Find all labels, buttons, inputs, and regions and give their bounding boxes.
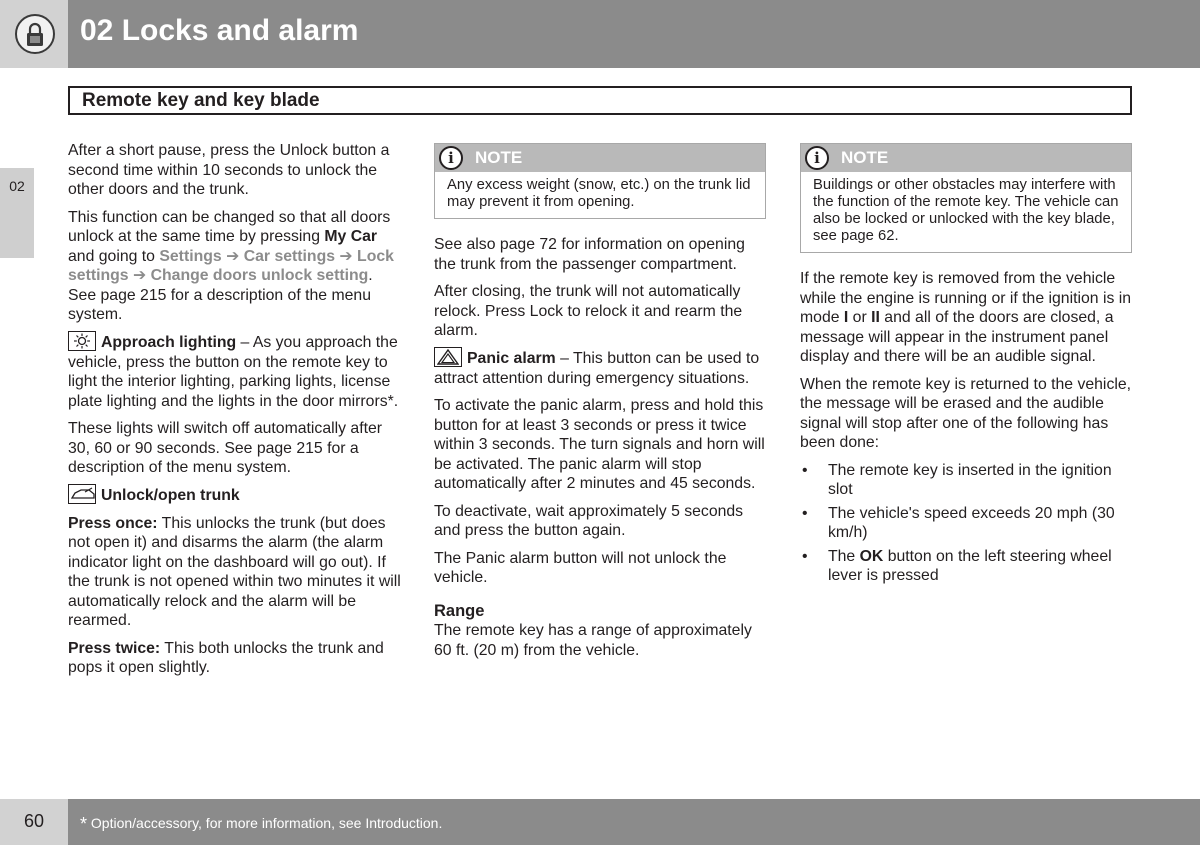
menu-settings: Settings [159,247,222,265]
paragraph-panic-alarm [434,349,766,389]
arrow-right-icon: ➔ [339,247,353,265]
footnote [80,814,442,835]
text: button on the left steering wheel lever is pressed [828,547,1112,584]
section-title: Remote key and key blade [82,90,320,111]
paragraph: These lights will switch off automatically after 30, 60 or 90 seconds. See page 215 for a description of the menu system. [68,420,383,476]
text: The remote key is inserted in the ignition slot [828,461,1112,498]
paragraph-press-once [68,514,404,631]
note-header [801,144,1131,172]
list-item [800,461,1132,500]
paragraph: The Panic alarm button will not unlock the vehicle. [434,549,727,586]
text: . See page 215 for a description of the menu system. [68,267,373,323]
bullet-list [800,461,1132,586]
paragraph: To activate the panic alarm, press and hold this button for at least 3 seconds or press it twice within 3 seconds. The turn signals and horn will be activated. The panic alarm will stop automatically after 2 minutes and 45 seconds. [434,397,765,492]
footnote-star: * [80,814,88,834]
note-text: Buildings or other obstacles may interfere with the function of the remote key. The vehicle can also be locked or unlocked with the key blade, see page 62. [813,177,1119,244]
note-box [434,143,766,219]
approach-light-icon [68,331,96,351]
info-icon: i [439,146,463,170]
chapter-header [0,0,1200,68]
press-twice-label: Press twice: [68,639,161,657]
hazard-triangle-icon [434,347,462,367]
note-text: Any excess weight (snow, etc.) on the trunk lid may prevent it from opening. [447,177,751,210]
chapter-icon-box [0,0,68,68]
list-item [800,547,1132,586]
chapter-title: 02 Locks and alarm [80,14,359,47]
press-once-label: Press once: [68,514,158,532]
paragraph: When the remote key is returned to the vehicle, the message will be erased and the audible signal will stop after one of the following has been done: [800,375,1132,451]
menu-car-settings: Car settings [243,247,336,265]
column-1 [68,141,404,686]
note-box [800,143,1132,253]
column-2 [434,141,766,668]
text: If the remote key is removed from the vehicle while the engine is running or if the ignition is in mode [800,270,1132,326]
menu-change-doors: Change doors unlock setting [150,267,369,284]
paragraph: See also page 72 for information on opening the trunk from the passenger compartment. [434,236,745,273]
panic-alarm-title: Panic alarm [467,349,556,367]
text: This function can be changed so that all doors unlock at the same time by pressing [68,208,391,245]
paragraph: After a short pause, press the Unlock button a second time within 10 seconds to unlock the other doors and the trunk. [68,142,390,198]
text: and going to [68,247,160,265]
text: – This button can be used to attract attention during emergency situations. [434,349,760,387]
ok-button-label: OK [859,547,884,565]
bullet-icon: • [802,504,808,522]
footnote-text: Option/accessory, for more information, see Introduction. [87,815,443,831]
text: This both unlocks the trunk and pops it open slightly. [68,639,384,676]
paragraph: After closing, the trunk will not automatically relock. Press Lock to relock it and rearm the alarm. [434,283,743,339]
paragraph-unlock-trunk-title [68,486,404,506]
paragraph-approach-lighting [68,333,404,412]
approach-lighting-title: Approach lighting [101,333,237,351]
text: The [828,547,860,565]
arrow-right-icon: ➔ [132,267,147,284]
section-title-box [68,86,1132,115]
note-label: NOTE [475,148,523,167]
range-heading: Range [434,601,485,620]
page-number: 60 [23,811,45,831]
chapter-side-tab [0,168,34,258]
side-tab-label: 02 [9,178,25,194]
page-number-box [0,799,68,845]
menu-lock-settings: Lock settings [68,247,394,284]
bullet-icon: • [802,547,808,565]
ignition-mode-ii: II [871,309,880,326]
lock-icon [15,14,55,54]
paragraph-remote-removed [800,269,1132,367]
unlock-trunk-title: Unlock/open trunk [101,486,240,504]
text: – As you approach the vehicle, press the button on the remote key to light the interior lighting, parking lights, license plate lighting and the lights in the door mirrors*. [68,333,399,410]
arrow-right-icon: ➔ [226,247,240,265]
paragraph-press-twice [68,639,404,678]
text: and all of the doors are closed, a message will appear in the instrument panel display and there will be an audible signal. [800,309,1114,365]
note-header [435,144,765,172]
note-label: NOTE [841,148,889,167]
paragraph-menu-path [68,208,404,325]
page-footer [0,799,1200,845]
bullet-icon: • [802,461,808,479]
list-item [800,504,1132,543]
text: This unlocks the trunk (but does not open it) and disarms the alarm (the alarm indicator light on the dashboard will go out). If the trunk is not opened within two minutes it will automatically relock and the alarm will be rearmed. [68,514,401,629]
trunk-icon [68,484,96,504]
column-3 [800,141,1132,590]
paragraph: To deactivate, wait approximately 5 seconds and press the button again. [434,502,744,539]
text: The vehicle's speed exceeds 20 mph (30 km/h) [828,504,1115,541]
menu-mycar: My Car [324,228,378,245]
info-icon: i [805,146,829,170]
text: or [848,309,872,326]
paragraph: The remote key has a range of approximately 60 ft. (20 m) from the vehicle. [434,622,752,659]
ignition-mode-i: I [843,309,849,326]
